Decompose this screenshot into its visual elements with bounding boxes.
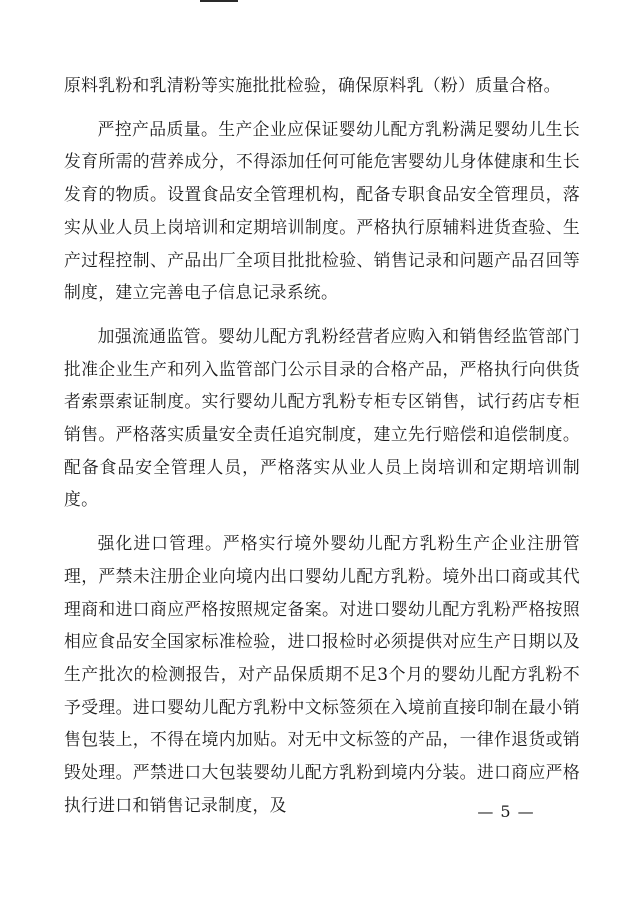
document-body	[64, 69, 580, 832]
paragraph-continuation: 原料乳粉和乳清粉等实施批批检验，确保原料乳（粉）质量合格。	[64, 75, 561, 95]
top-edge-mark	[200, 0, 238, 2]
page-number: — 5 —	[477, 802, 535, 821]
paragraph-circulation-supervision: 加强流通监管。婴幼儿配方乳粉经营者应购入和销售经监管部门批准企业生产和列入监管部门公示目录的合格产品，严格执行向供货者索票索证制度。实行婴幼儿配方乳粉专柜专区销售，试行药店专柜销售。严格落实质量安全责任追究制度，建立先行赔偿和追偿制度。配备食品安全管理人员，严格落实从业人员上岗培训和定期培训制度。	[64, 325, 580, 510]
paragraph-import-management: 强化进口管理。严格实行境外婴幼儿配方乳粉生产企业注册管理，严禁未注册企业向境内出口婴幼儿配方乳粉。境外出口商或其代理商和进口商应严格按照规定备案。对进口婴幼儿配方乳粉严格按照相应食品安全国家标准检验，进口报检时必须提供对应生产日期以及生产批次的检测报告，对产品保质期不足3个月的婴幼儿配方乳粉不予受理。进口婴幼儿配方乳粉中文标签须在入境前直接印制在最小销售包装上，不得在境内加贴。对无中文标签的产品，一律作退货或销毁处理。严禁进口大包装婴幼儿配方乳粉到境内分装。进口商应严格执行进口和销售记录制度，及	[64, 533, 580, 815]
paragraph-product-quality: 严控产品质量。生产企业应保证婴幼儿配方乳粉满足婴幼儿生长发育所需的营养成分，不得添加任何可能危害婴幼儿身体健康和生长发育的物质。设置食品安全管理机构，配备专职食品安全管理员，落实从业人员上岗培训和定期培训制度。严格执行原辅料进货查验、生产过程控制、产品出厂全项目批批检验、销售记录和问题产品召回等制度，建立完善电子信息记录系统。	[64, 118, 580, 303]
